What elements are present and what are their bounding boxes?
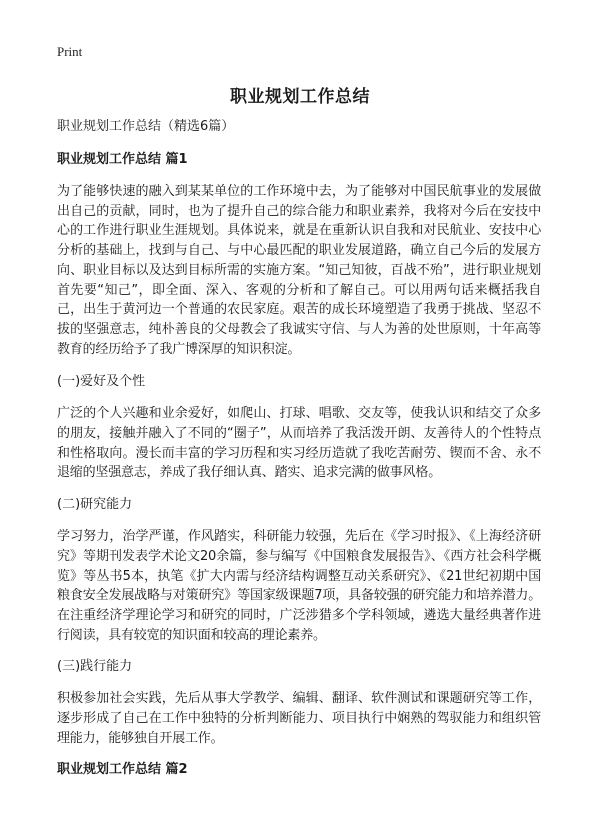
- subsection-heading-hobbies: (一)爱好及个性: [57, 374, 146, 390]
- document-content: [57, 117, 541, 792]
- section-heading-2: 职业规划工作总结 篇2: [57, 762, 188, 778]
- section-heading-1: 职业规划工作总结 篇1: [57, 152, 188, 167]
- page-title: 职业规划工作总结: [230, 87, 370, 107]
- print-link[interactable]: Print: [57, 44, 83, 59]
- document-subtitle: 职业规划工作总结（精选6篇）: [57, 119, 235, 134]
- subsection-paragraph-hobbies: 广泛的个人兴趣和业余爱好，如爬山、打球、唱歌、交友等，使我认识和结交了众多的朋友，接触并融入了不同的“圈子”，从而培养了我活泼开朗、友善待人的个性特点和性格取向。漫长而丰富的学习历程和实习经历造就了我吃苦耐劳、锲而不舍、永不退缩的坚强意志，养成了我仔细认真、踏实、追求完满的做事风格。: [57, 406, 541, 481]
- section-1-intro-paragraph: 为了能够快速的融入到某某单位的工作环境中去，为了能够对中国民航事业的发展做出自己的贡献，同时，也为了提升自己的综合能力和职业素养，我将对今后在安技中心的工作进行职业生涯规划。具体说来，就是在重新认识自我和对民航业、安技中心分析的基础上，找到与自己、与中心最匹配的职业发展道路，确立自己今后的发展方向、职业目标以及达到目标所需的实施方案。“知己知彼，百战不殆”，进行职业规划首先要“知己”，即全面、深入、客观的分析和了解自己。可以用两句话来概括我自己，出生于黄河边一个普通的农民家庭。艰苦的成长环境塑造了我勇于挑战、坚忍不拔的坚强意志，纯朴善良的父母教会了我诚实守信、与人为善的处世原则，十年高等教育的经历给予了我广博深厚的知识积淀。: [57, 184, 541, 357]
- subsection-paragraph-practice: 积极参加社会实践，先后从事大学教学、编辑、翻译、软件测试和课题研究等工作，逐步形成了自己在工作中独特的分析判断能力、项目执行中娴熟的驾驭能力和组织管理能力，能够独自开展工作。: [57, 691, 541, 746]
- subsection-paragraph-research: 学习努力，治学严谨，作风踏实，科研能力较强，先后在《学习时报》、《上海经济研究》等期刊发表学术论文20余篇，参与编写《中国粮食发展报告》、《西方社会科学概览》等丛书5本，执笔《扩大内需与经济结构调整互动关系研究》、《21世纪初期中国粮食安全发展战略与对策研究》等国家级课题7项，具备较强的研究能力和培养潜力。在注重经济学理论学习和研究的同时，广泛涉猎多个学科领域，遴选大量经典著作进行阅读，具有较宽的知识面和较高的理论素养。: [57, 529, 541, 643]
- subsection-heading-practice: (三)践行能力: [57, 659, 133, 675]
- subsection-heading-research: (二)研究能力: [57, 497, 133, 513]
